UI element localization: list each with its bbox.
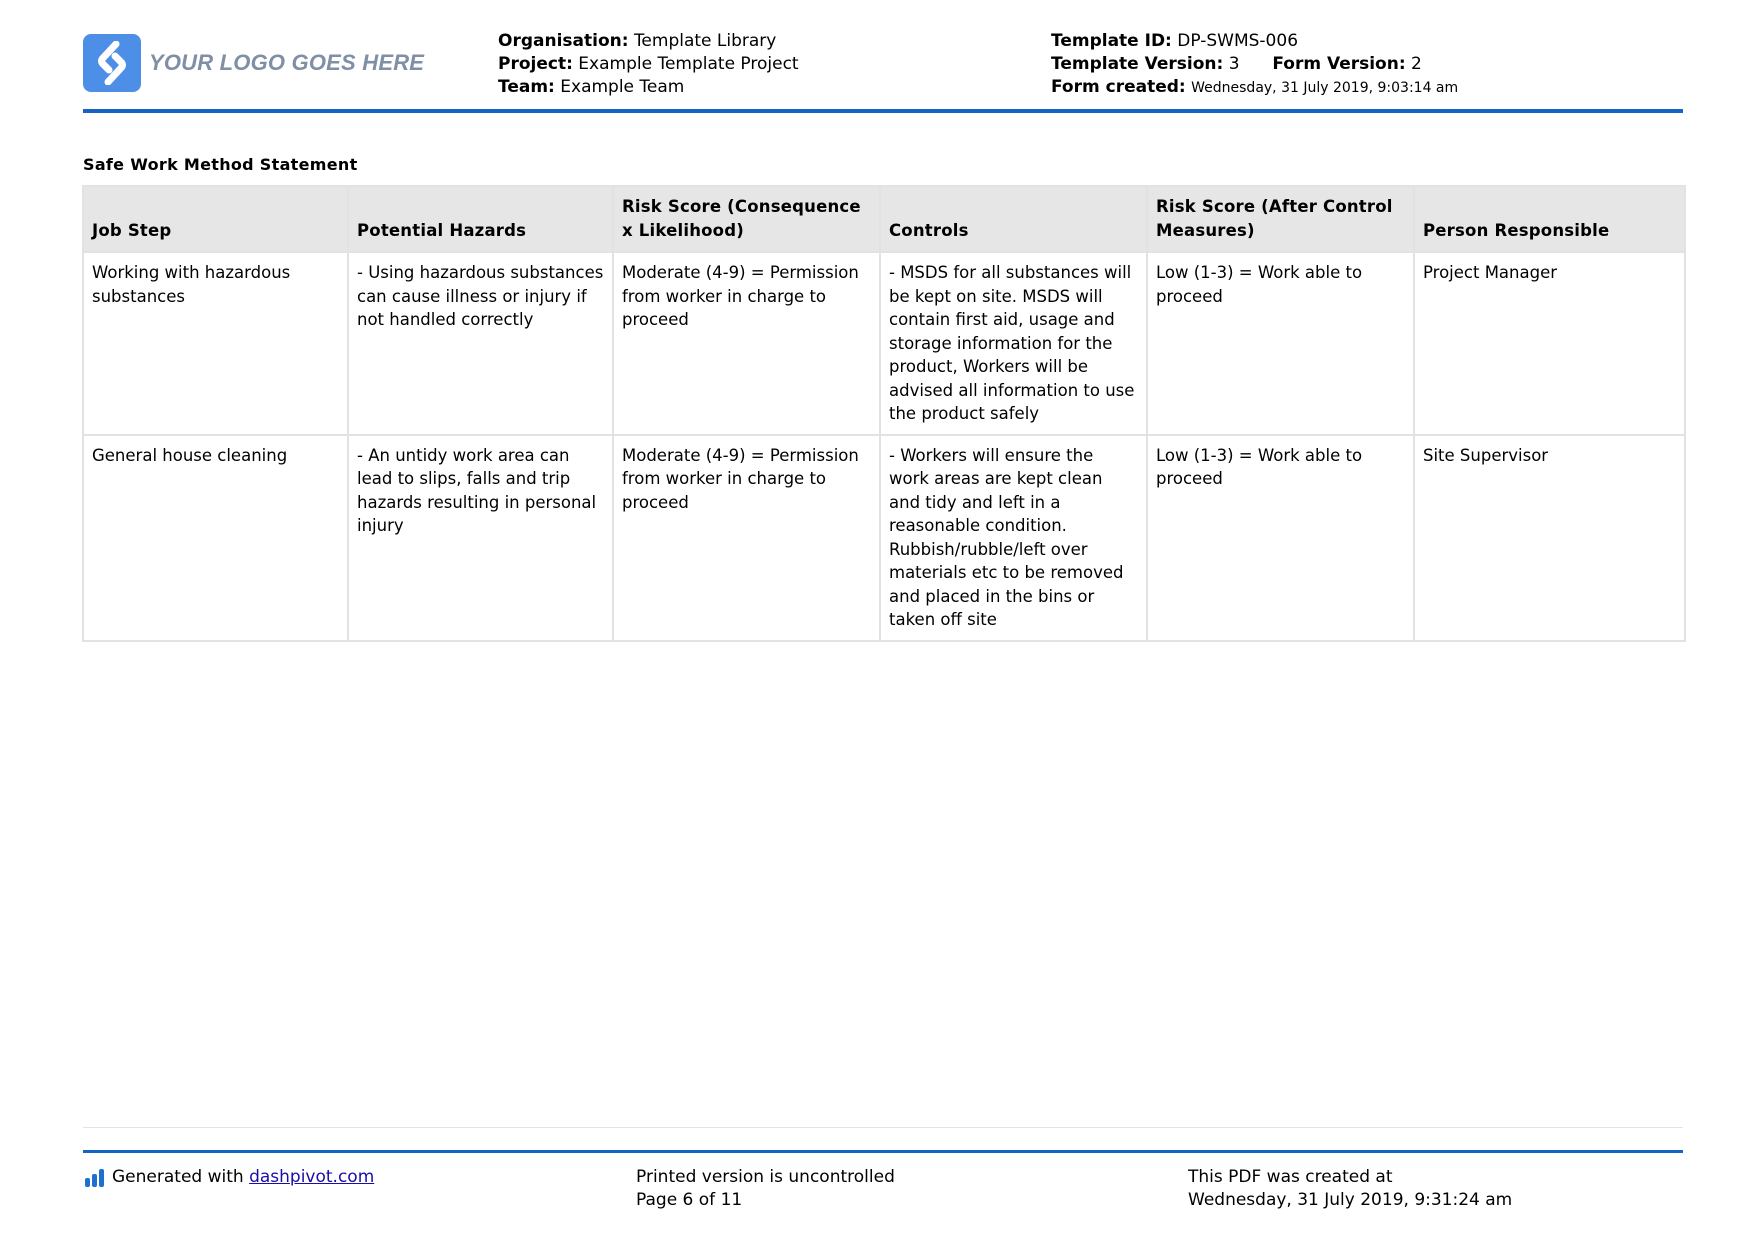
potential-hazards-cell: - Using hazardous substances can cause illness or injury if not handled correctly (348, 252, 613, 435)
printed-notice: Printed version is uncontrolled (636, 1167, 895, 1187)
page-info: Page 6 of 11 (636, 1190, 743, 1210)
footer-generated (85, 1166, 374, 1189)
column-header-potential-hazards: Potential Hazards (348, 186, 613, 252)
table-header-row (83, 186, 1685, 252)
form-created-line (1051, 76, 1458, 100)
team-line (498, 76, 799, 99)
template-meta (1051, 30, 1458, 100)
organisation-line (498, 30, 799, 53)
generated-prefix: Generated with (112, 1167, 244, 1187)
pdf-created-value: Wednesday, 31 July 2019, 9:31:24 am (1188, 1190, 1513, 1210)
project-line (498, 53, 799, 76)
column-header-risk-score: Risk Score (Consequence x Likelihood) (613, 186, 880, 252)
swms-table (82, 185, 1686, 642)
job-step-cell: Working with hazardous substances (83, 252, 348, 435)
pdf-created-label: This PDF was created at (1188, 1167, 1393, 1187)
template-id-line (1051, 30, 1458, 53)
risk-score-cell: Moderate (4-9) = Permission from worker in charge to proceed (613, 435, 880, 641)
document-title: Safe Work Method Statement (83, 155, 358, 174)
risk-score-after-cell: Low (1-3) = Work able to proceed (1147, 435, 1414, 641)
template-id-label: Template ID: (1051, 31, 1172, 51)
footer-print-info (636, 1166, 895, 1212)
logo (83, 34, 424, 92)
dashpivot-bars-icon (85, 1169, 104, 1187)
person-responsible-cell: Project Manager (1414, 252, 1685, 435)
form-created-label: Form created: (1051, 77, 1186, 97)
column-header-person-responsible: Person Responsible (1414, 186, 1685, 252)
dashpivot-link[interactable]: dashpivot.com (249, 1167, 375, 1187)
risk-score-cell: Moderate (4-9) = Permission from worker in charge to proceed (613, 252, 880, 435)
table-row (83, 252, 1685, 435)
column-header-job-step: Job Step (83, 186, 348, 252)
team-label: Team: (498, 77, 555, 97)
column-header-risk-score-after: Risk Score (After Control Measures) (1147, 186, 1414, 252)
person-responsible-cell: Site Supervisor (1414, 435, 1685, 641)
logo-text: YOUR LOGO GOES HERE (149, 50, 425, 75)
project-label: Project: (498, 54, 573, 74)
project-meta (498, 30, 799, 99)
controls-cell: - MSDS for all substances will be kept on site. MSDS will contain first aid, usage and storage information for the product, Workers will be advised all information to use the product safely (880, 252, 1147, 435)
page-header (83, 30, 1683, 112)
logo-icon (83, 34, 141, 92)
organisation-label: Organisation: (498, 31, 629, 51)
column-header-controls: Controls (880, 186, 1147, 252)
template-version-label: Template Version: (1051, 54, 1224, 74)
form-created-value: Wednesday, 31 July 2019, 9:03:14 am (1191, 80, 1459, 96)
template-id-value: DP-SWMS-006 (1177, 31, 1299, 51)
version-line (1051, 53, 1458, 76)
controls-cell: - Workers will ensure the work areas are kept clean and tidy and left in a reasonable condition. Rubbish/rubble/left over materials etc to be removed and placed in the bins or taken off site (880, 435, 1147, 641)
organisation-value: Template Library (633, 31, 777, 51)
form-version-value: 2 (1411, 54, 1422, 74)
template-version-value: 3 (1228, 54, 1240, 74)
table-row (83, 435, 1685, 641)
header-divider (83, 109, 1683, 113)
form-version-label: Form Version: (1272, 54, 1406, 74)
footer-light-divider (83, 1127, 1683, 1128)
job-step-cell: General house cleaning (83, 435, 348, 641)
potential-hazards-cell: - An untidy work area can lead to slips, falls and trip hazards resulting in personal injury (348, 435, 613, 641)
team-value: Example Team (560, 77, 685, 97)
footer-divider (83, 1150, 1683, 1153)
footer-pdf-created (1188, 1166, 1512, 1212)
project-value: Example Template Project (578, 54, 799, 74)
risk-score-after-cell: Low (1-3) = Work able to proceed (1147, 252, 1414, 435)
